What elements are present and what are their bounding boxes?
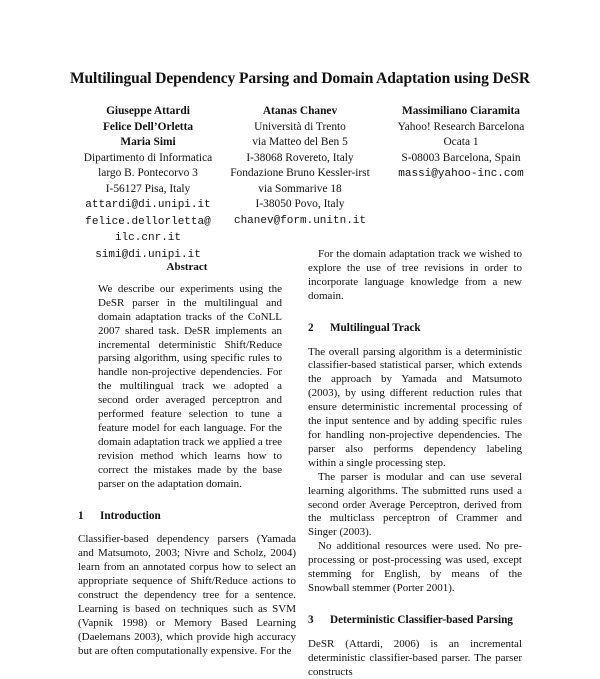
section-title: Deterministic Classifier-based Parsing (330, 613, 513, 626)
multilingual-paragraph: No additional resources were used. No pre-processing or post-processing was used, except stemming for English, by means of the Snowball stemmer (Porter 2001). (308, 540, 522, 594)
author-name: Atanas Chanev (262, 105, 338, 117)
author-email: chanev@form.unitn.it (233, 214, 367, 227)
domain-adaptation-paragraph: For the domain adaptation track we wished to explore the use of tree revisions in order to incorporate language knowledge from a new domain. (308, 248, 522, 302)
section-number: 3 (308, 613, 314, 626)
author-email: ilc.cnr.it (114, 232, 181, 244)
left-column (78, 248, 296, 659)
multilingual-paragraph: The overall parsing algorithm is a deterministic classifier-based statistical parser, which extends the approach by Yamada and Matsumoto (2003), by using different reduction rules that ensure deterministic incremental processing of the input sentence and by adding specific rules for handling non-projective dependencies. The parser also performs dependency labeling within a single processing step. (308, 345, 522, 469)
author-name: Giuseppe Attardi (106, 105, 190, 117)
author-affiliation: Università di Trento (254, 120, 346, 133)
author-block-1 (62, 104, 234, 263)
section-heading-introduction (78, 510, 296, 524)
author-affiliation: largo B. Pontecorvo 3 (98, 167, 198, 179)
section-number: 1 (78, 509, 84, 522)
author-affiliation: I-38050 Povo, Italy (255, 198, 345, 210)
author-affiliation: Dipartimento di Informatica (83, 151, 213, 164)
section-heading-multilingual (308, 322, 522, 336)
deterministic-text: DeSR (Attardi, 2006) is an incremental deterministic classifier-based parser. The parser constructs (308, 637, 522, 678)
paper-title: Multilingual Dependency Parsing and Domain Adaptation using DeSR (70, 70, 530, 87)
author-email: felice.dellorletta@ (85, 215, 211, 228)
author-name: Maria Simi (120, 136, 176, 148)
section-title: Multilingual Track (330, 321, 421, 334)
section-heading-deterministic (308, 614, 522, 628)
multilingual-paragraph: The parser is modular and can use several learning algorithms. The submitted runs used a second order Average Perceptron, derived from the multiclass perceptron of Crammer and Singer (2003). (308, 470, 522, 539)
author-affiliation: via Sommarive 18 (258, 182, 342, 195)
author-affiliation: I-38068 Rovereto, Italy (246, 151, 354, 164)
section-title: Introduction (100, 509, 161, 522)
author-email: simi@di.unipi.it (95, 248, 201, 261)
author-affiliation: I-56127 Pisa, Italy (105, 182, 191, 195)
author-affiliation: S-08003 Barcelona, Spain (401, 151, 521, 164)
author-block-3 (366, 104, 556, 183)
author-email: massi@yahoo-inc.com (398, 168, 524, 180)
abstract-text: We describe our experiments using the DeSR parser in the multilingual and domain adaptation tracks of the CoNLL 2007 shared task. DeSR implements an incremental deterministic Shift/Reduce parsing algorithm, using specific rules to handle non-projective dependencies. For the multilingual track we adopted a second order averaged perceptron and performed feature selection to tune a feature model for each language. For the domain adaptation track we applied a tree revision method which learns how to correct the mistakes made by the base parser on the adaptation domain. (98, 282, 282, 490)
author-name: Felice Dell’Orletta (102, 120, 194, 133)
author-name: Massimiliano Ciaramita (401, 105, 520, 117)
author-affiliation: Fondazione Bruno Kessler-irst (230, 167, 370, 179)
author-affiliation: Yahoo! Research Barcelona (397, 120, 525, 133)
author-affiliation: Ocata 1 (443, 136, 479, 148)
section-number: 2 (308, 321, 314, 334)
introduction-text: Classifier-based dependency parsers (Yamada and Matsumoto, 2003; Nivre and Scholz, 2004) learn from an annotated corpus how to select an appropriate sequence of Shift/Reduce actions to construct the dependency tree for a sentence. Learning is based on techniques such as SVM (Vapnik 1998) or Memory Based Learning (Daelemans 2003), which provide high accuracy but are often computationally expensive. For the (78, 533, 296, 657)
right-column (308, 248, 522, 679)
author-email: attardi@di.unipi.it (85, 199, 211, 211)
author-affiliation: via Matteo del Ben 5 (252, 136, 348, 148)
abstract-heading: Abstract (166, 261, 208, 273)
author-block-2 (222, 104, 378, 229)
